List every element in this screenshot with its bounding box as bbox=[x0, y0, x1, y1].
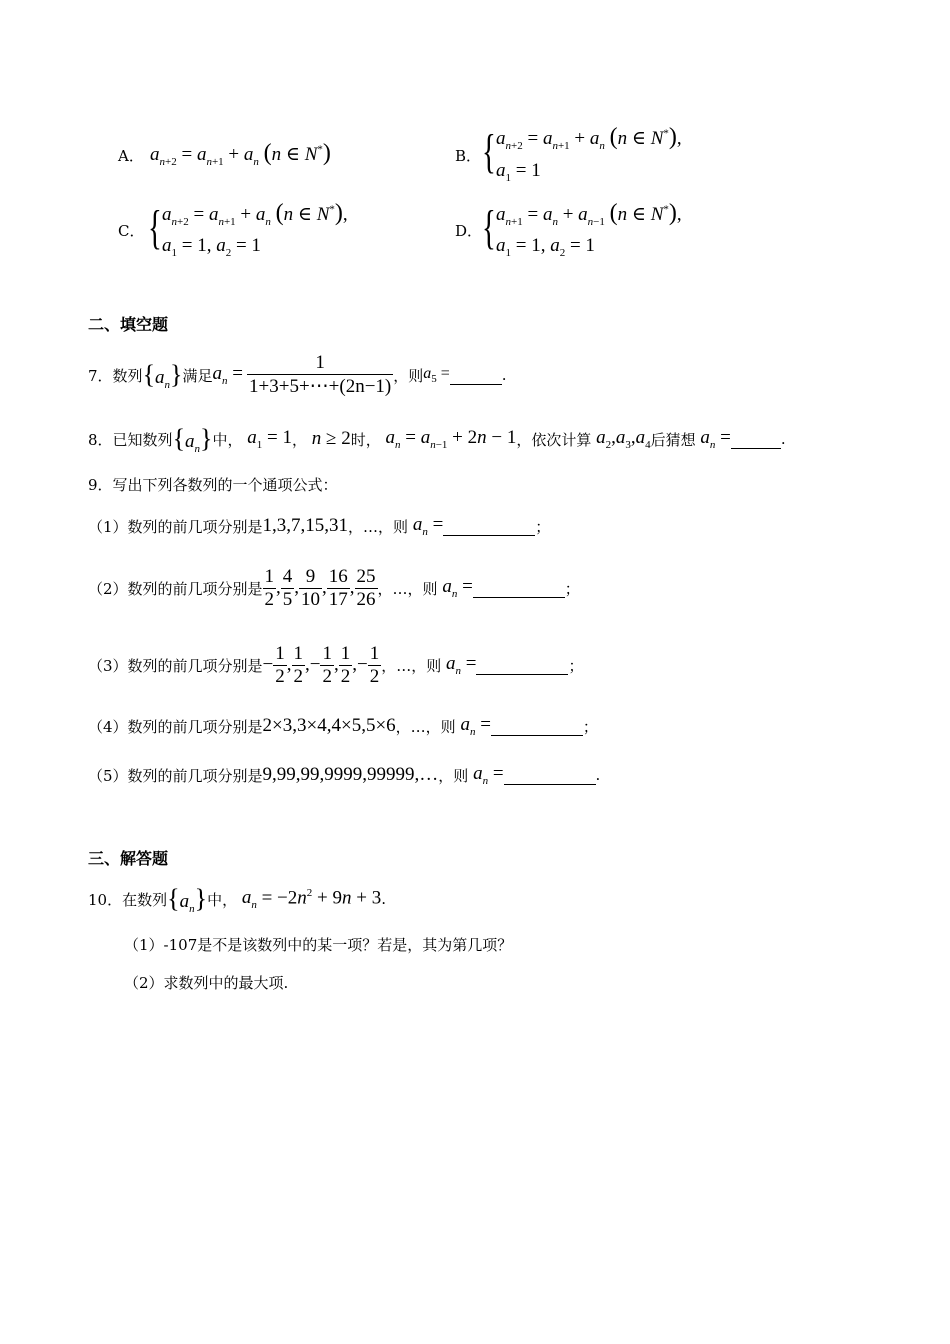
part-4-sequence: 2×3,3×4,4×5,5×6 bbox=[262, 715, 396, 736]
part-1-answer-blank[interactable] bbox=[443, 517, 535, 536]
option-a-formula: $a_{n+2} = a_{n+1} + a_n$ (n ∈ N*) bbox=[150, 140, 331, 168]
option-a-label: A． bbox=[118, 147, 144, 165]
option-b-label: B． bbox=[455, 147, 482, 165]
question-9-part-2: （2）数列的前几项分别是 $\frac{1}{2}$ , $\frac{4}{5}$ , $\frac{9}{10}$ , $\frac{16}{17}$ , $\frac{25}{26}$ ，…，则 $a_n$ = ； bbox=[88, 565, 580, 610]
question-7-answer-blank[interactable] bbox=[450, 366, 502, 385]
part-3-label: （3）数列的前几项分别是 bbox=[88, 656, 263, 675]
option-d-line2: $a_1 = 1$, $a_2 = 1$ bbox=[496, 235, 595, 259]
option-d-brace: { bbox=[482, 201, 496, 254]
question-8-text-2: 中， bbox=[212, 430, 243, 449]
part-5-tail: ，则 bbox=[438, 766, 469, 785]
question-8-text: 已知数列 bbox=[112, 430, 173, 449]
part-1-sequence: 1,3,7,15,31 bbox=[262, 515, 349, 536]
question-9-part-4: （4）数列的前几项分别是 2×3,3×4,4×5,5×6 ，…，则 $a_n$ = ； bbox=[88, 714, 598, 738]
question-9-part-1: （1）数列的前几项分别是 1,3,7,15,31 ，…，则 $a_n$ = ； bbox=[88, 514, 551, 538]
question-8-answer-blank[interactable] bbox=[731, 430, 781, 449]
question-7-text-3: ，则 bbox=[393, 366, 424, 385]
question-9-part-3: （3）数列的前几项分别是 − $\frac{1}{2}$ , $\frac{1}{2}$ ,− $\frac{1}{2}$ , $\frac{1}{2}$ ,− $\frac{1}{2}$ ，…，则 $a_n$ = ； bbox=[88, 642, 584, 687]
question-7-fraction: $\frac{1}{1+3+5+\cdots+(2n-1)}$ bbox=[249, 352, 392, 397]
part-4-label: （4）数列的前几项分别是 bbox=[88, 717, 263, 736]
part-5-answer-blank[interactable] bbox=[504, 766, 596, 785]
question-8: 8． 已知数列 $\{a_n\}$ 中， $a_1 = 1$ ， n ≥ 2 时， $a_n = a_{n-1} + 2n - 1$ ，依次计算 $a_2,a_3,a_4$ 后猜想 $a_n$ = . bbox=[88, 423, 786, 455]
question-10: 10． 在数列 $\{a_n\}$ 中， $a_n = -2n^2 + 9n + 3$ . bbox=[88, 883, 386, 915]
question-7-number: 7． bbox=[88, 366, 113, 385]
question-10-number: 10． bbox=[88, 890, 123, 909]
part-5-label: （5）数列的前几项分别是 bbox=[88, 766, 263, 785]
question-10-text-2: 中， bbox=[207, 890, 238, 909]
question-8-text-4: ，依次计算 bbox=[516, 430, 592, 449]
part-2-tail: ，…，则 bbox=[377, 579, 438, 598]
question-8-text-5: 后猜想 bbox=[650, 430, 696, 449]
part-2-sequence: $\frac{1}{2}$ , $\frac{4}{5}$ , $\frac{9}{10}$ , $\frac{16}{17}$ , $\frac{25}{26}$ bbox=[264, 565, 376, 610]
question-7-text-2: 满足 bbox=[182, 366, 213, 385]
part-5-sequence: 9,99,99,9999,99999,… bbox=[262, 764, 439, 785]
question-9-part-5: （5）数列的前几项分别是 9,99,99,9999,99999,… ，则 $a_n$ = . bbox=[88, 763, 601, 787]
option-c-line2: $a_1 = 1$, $a_2 = 1$ bbox=[162, 235, 261, 259]
question-8-text-3: 时， bbox=[350, 430, 381, 449]
option-c-line1: $a_{n+2} = a_{n+1} + a_n$ (n ∈ N*), bbox=[162, 200, 348, 228]
part-4-answer-blank[interactable] bbox=[491, 717, 583, 736]
question-10-text: 在数列 bbox=[122, 890, 168, 909]
option-c-label: C． bbox=[118, 222, 145, 240]
part-3-sequence: − $\frac{1}{2}$ , $\frac{1}{2}$ ,− $\frac{1}{2}$ , $\frac{1}{2}$ ,− $\frac{1}{2}$ bbox=[262, 642, 380, 687]
option-b-brace: { bbox=[482, 125, 496, 178]
section-2-heading: 二、填空题 bbox=[88, 315, 169, 334]
part-2-answer-blank[interactable] bbox=[473, 579, 565, 598]
question-9-stem: 9．写出下列各数列的一个通项公式： bbox=[88, 476, 338, 494]
question-7: 7． 数列 $\{a_n\}$ 满足 $a_n$ = $\frac{1}{1+3+5+\cdots+(2n-1)}$ ，则 $a_5$ = . bbox=[88, 352, 507, 397]
option-b-line2: $a_1 = 1$ bbox=[496, 160, 541, 184]
option-d-line1: $a_{n+1} = a_n + a_{n-1}$ (n ∈ N*), bbox=[496, 200, 682, 228]
part-2-label: （2）数列的前几项分别是 bbox=[88, 579, 263, 598]
question-10-part-2: （2）求数列中的最大项. bbox=[124, 974, 289, 992]
section-3-heading: 三、解答题 bbox=[88, 849, 169, 868]
part-3-tail: ，…，则 bbox=[381, 656, 442, 675]
part-1-tail: ，…，则 bbox=[348, 517, 409, 536]
question-8-number: 8． bbox=[88, 430, 113, 449]
option-b-line1: $a_{n+2} = a_{n+1} + a_n$ (n ∈ N*), bbox=[496, 124, 682, 152]
part-4-tail: ，…，则 bbox=[395, 717, 456, 736]
option-d-label: D． bbox=[455, 222, 483, 240]
part-3-answer-blank[interactable] bbox=[476, 656, 568, 675]
question-10-part-1: （1）-107是不是该数列中的某一项？若是，其为第几项？ bbox=[124, 936, 513, 954]
option-c-brace: { bbox=[148, 201, 162, 254]
question-7-text: 数列 bbox=[112, 366, 143, 385]
part-1-label: （1）数列的前几项分别是 bbox=[88, 517, 263, 536]
